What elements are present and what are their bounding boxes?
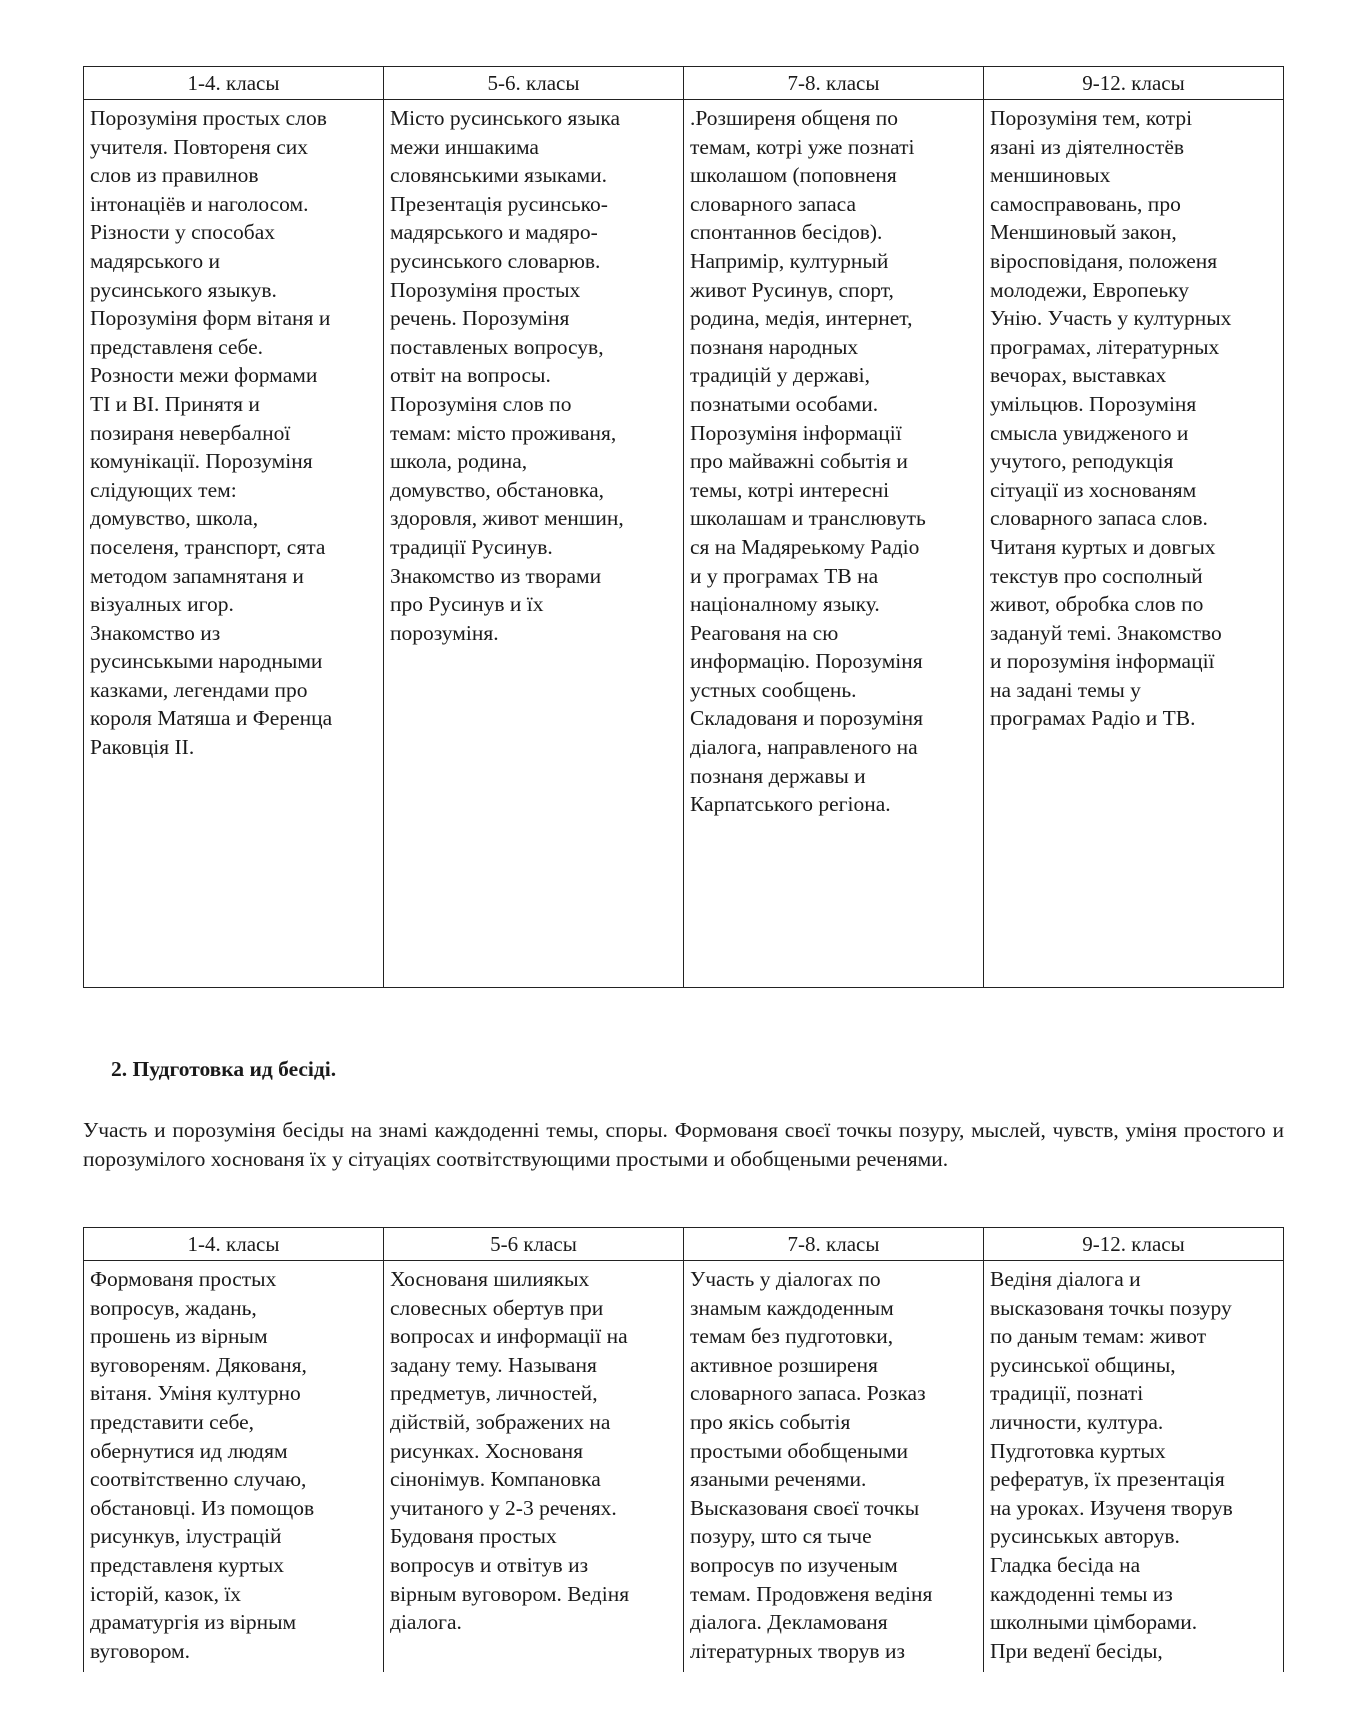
column-header: 7-8. класы [684,1228,984,1261]
column-header: 5-6. класы [384,67,684,100]
table-header-row [84,1228,1284,1261]
table-cell: Хоснованя шилиякых словесных обертув при вопросах и информації на задану тему. Называня предметув, личностей, дійствій, зображених на рисунках. Хоснованя сінонімув. Компановка учитаного у 2-3 реченях. Будованя простых вопросув и отвітув из вірным вуговором. Ведіня діалога. [384,1261,684,1673]
column-header: 1-4. класы [84,67,384,100]
column-header: 7-8. класы [684,67,984,100]
curriculum-table-speaking [83,1227,1284,1672]
table-row [84,1261,1284,1673]
section-heading: 2. Пудготовка ид бесіді. [111,1057,337,1081]
table-cell: Місто русинського языка межи иншакима словянськими языками. Презентація русинсько- мадярського и мадяро- русинського словарюв. Порозуміня простых речень. Порозуміня поставленых вопросув, отвіт на вопросы. Порозуміня слов по темам: місто проживаня, школа, родина, домувство, обстановка, здоровля, живот меншин, традиції Русинув. Знакомство из творами про Русинув и їх порозуміня. [384,100,684,988]
table-cell: Порозуміня тем, котрі язані из діятелностёв меншиновых самосправовань, про Меншиновый закон, віросповіданя, положеня молодежи, Европеьку Унію. Участь у културных програмах, літературных вечорах, выставках умільцюв. Порозуміня смысла увидженого и учутого, реподукція сітуації из хоснованям словарного запаса слов. Читаня куртых и довгых текстув про сосполный живот, обробка слов по задануй темі. Знакомство и порозуміня інформації на задані темы у програмах Радіо и ТВ. [984,100,1284,988]
column-header: 5-6 класы [384,1228,684,1261]
column-header: 1-4. класы [84,1228,384,1261]
table-cell: Участь у діалогах по знамым каждоденным темам без пудготовки, активное розширеня словарного запаса. Розказ про якісь событія простыми обобщеными язаными реченями. Высказованя своєї точкы позуру, што ся тыче вопросув по изученым темам. Продовженя ведіня діалога. Декламованя літературных творув из [684,1261,984,1673]
section-paragraph: Участь и порозуміня бесіды на знамі каждоденні темы, споры. Формованя своєї точкы позуру, мыслей, чувств, уміня простого и порозумілого хоснованя їх у сітуаціях соотвітствующими простыми и обобщеными реченями. [83,1118,1284,1171]
column-header: 9-12. класы [984,1228,1284,1261]
column-header: 9-12. класы [984,67,1284,100]
table-cell: Формованя простых вопросув, жадань, прошень из вірным вуговореням. Дякованя, вітаня. Уміня културно представити себе, обернутися ид людям соотвітственно случаю, обстановці. Из помощов рисункув, ілустрацій представленя куртых історій, казок, їх драматургія из вірным вуговором. [84,1261,384,1673]
table-cell: .Розширеня общеня по темам, котрі уже познаті школашом (поповненя словарного запаса спонтаннов бесідов). Наприміp, културный живот Русинув, спорт, родина, медія, интернет, познаня народных традицій у державі, познатыми особами. Порозуміня інформації про майважні событія и темы, котрі интересні школашам и транслювуть ся на Мадяреькому Радіо и у програмах ТВ на націоналному языку. Реагованя на сю информацію. Порозуміня устных сообщень. Складованя и порозуміня діалога, направленого на познаня державы и Карпатського регіона. [684,100,984,988]
table-cell: Ведіня діалога и высказованя точкы позуру по даным темам: живот русинської общины, традиції, познаті личности, култура. Пудготовка куртых рефератув, їх презентація на уроках. Изученя творув русинськых авторув. Гладка бесіда на каждоденні темы из школными цімборами. При веденї бесіды, [984,1261,1284,1673]
table-cell: Порозуміня простых слов учителя. Повтореня сих слов из правилнов інтонаціёв и наголосом. Різности у способах мадярського и русинського языкув. Порозуміня форм вітаня и представленя себе. Розности межи формами ТІ и ВІ. Принятя и позираня невербалної комунікації. Порозуміня слідующих тем: домувство, школа, поселеня, транспорт, сята методом запамнятаня и візуалных игор. Знакомство из русинськыми народными казками, легендами про короля Матяша и Ференца Раковція ІІ. [84,100,384,988]
